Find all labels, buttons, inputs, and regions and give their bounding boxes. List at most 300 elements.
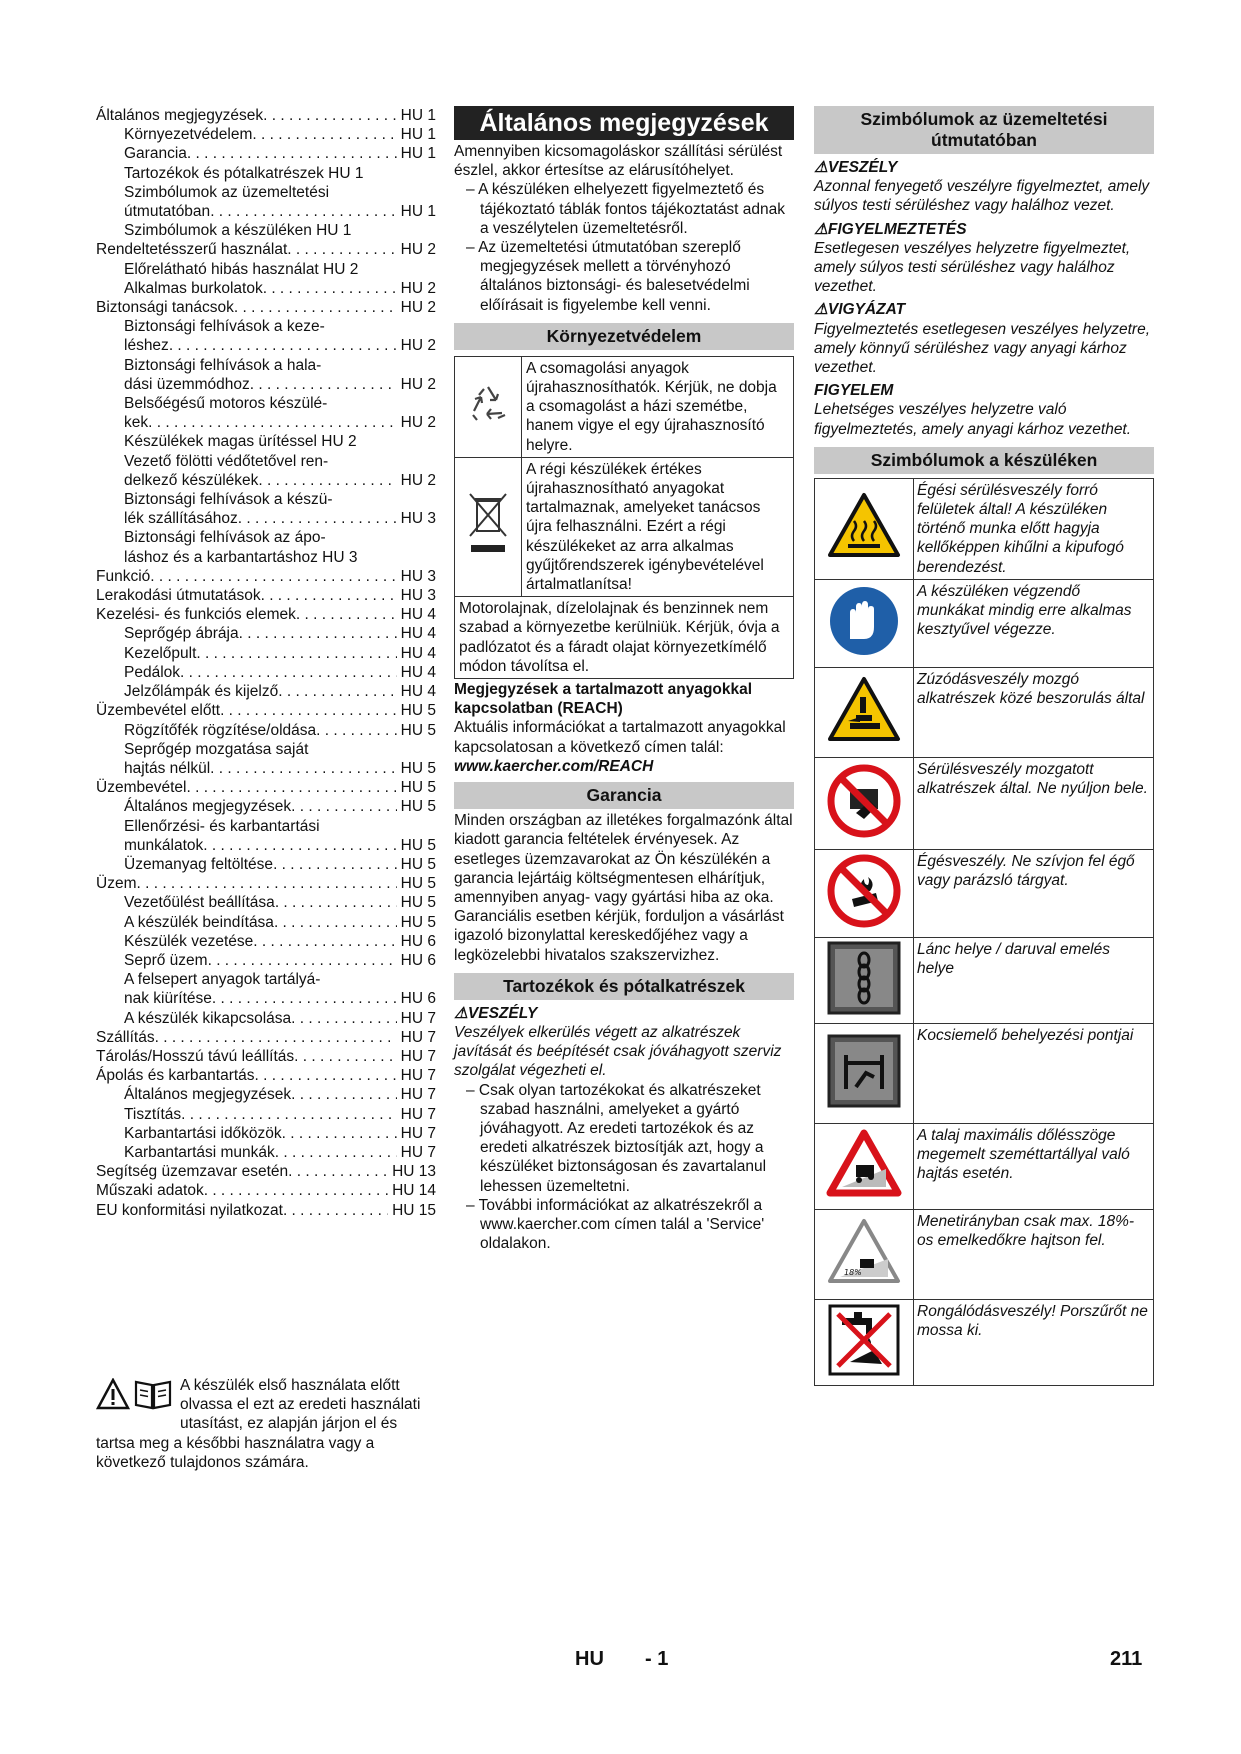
footer-page-number: 211 — [1110, 1648, 1143, 1670]
toc-entry[interactable] — [96, 874, 436, 893]
jack-point-icon — [815, 1023, 914, 1123]
toc-entry[interactable] — [96, 164, 436, 183]
toc-entry[interactable] — [96, 1066, 436, 1085]
toc-entry[interactable] — [96, 1162, 436, 1181]
toc-entry[interactable] — [96, 106, 436, 125]
toc-leader — [212, 989, 397, 1008]
toc-entry[interactable] — [96, 989, 436, 1008]
toc-entry-title: Seprőgép ábrája — [124, 625, 239, 643]
toc-entry-title: Belsőégésű motoros készülé- — [124, 395, 328, 413]
toc-entry-page — [432, 317, 436, 336]
toc-entry-title: Vezetőülést beállítása — [124, 894, 275, 912]
toc-entry[interactable] — [96, 336, 436, 355]
toc-entry-page: HU 7 — [400, 1047, 436, 1065]
toc-entry[interactable] — [96, 144, 436, 163]
reach-link[interactable]: www.kaercher.com/REACH — [454, 757, 654, 775]
crush-hazard-icon — [815, 667, 914, 757]
general-notes-item-1: – A készüléken elhelyezett figyelmeztető és tájékoztató táblák fontos tájékoztatást adnak a veszélytelen üzemeltetésről. — [466, 181, 786, 237]
toc-entry[interactable] — [96, 644, 436, 663]
toc-entry-title: Biztonsági felhívások a készü- — [124, 491, 333, 509]
toc-entry-page: HU 7 — [400, 1143, 436, 1161]
toc-entry[interactable] — [96, 279, 436, 298]
toc-leader — [294, 1047, 397, 1066]
toc-leader — [220, 701, 397, 720]
symbol-description: Menetirányban csak max. 18%-os emelkedőkre hajtson fel. — [914, 1209, 1154, 1299]
toc-entry-title: Pedálok — [124, 663, 181, 681]
toc-entry-page: HU 1 — [400, 203, 436, 221]
note-text: Lehetséges veszélyes helyzetre való figyelmeztetés, amely anyagi kárhoz vezethet. — [814, 401, 1132, 438]
toc-entry[interactable] — [96, 682, 436, 701]
toc-leader — [155, 1028, 397, 1047]
toc-entry-page: HU 13 — [392, 1163, 436, 1181]
toc-entry-title: útmutatóban — [124, 203, 211, 221]
warranty-heading: Garancia — [454, 782, 794, 809]
environment-heading: Környezetvédelem — [454, 323, 794, 350]
column-2 — [454, 106, 794, 1253]
toc-entry-title: Ápolás és karbantartás — [96, 1067, 255, 1085]
symbol-description: Égési sérülésveszély forró felületek által! A készüléken történő munka előtt hagyja kellőképpen kihűlni a kipufogó berendezést. — [914, 478, 1154, 579]
toc-entry-page — [432, 452, 436, 471]
toc-entry-page: HU 1 — [400, 126, 436, 144]
toc-entry-page: HU 1 — [400, 107, 436, 124]
chain-icon — [815, 937, 914, 1023]
toc-entry-title: Tárolás/Hosszú távú leállítás — [96, 1047, 295, 1065]
toc-entry-title: Biztonsági felhívások a hala- — [124, 356, 322, 374]
no-reach-icon — [815, 757, 914, 849]
toc-entry-title: Lerakodási útmutatások — [96, 587, 261, 605]
toc-entry-page — [432, 394, 436, 413]
toc-entry[interactable] — [96, 1105, 436, 1124]
toc-entry[interactable] — [96, 202, 436, 221]
toc-entry-page — [432, 164, 436, 183]
footer-language: HU — [575, 1648, 604, 1670]
toc-entry-page: HU 6 — [400, 951, 436, 969]
symbol-row — [815, 757, 1154, 849]
toc-leader — [288, 1162, 388, 1181]
danger-text: Azonnal fenyegető veszélyre figyelmeztet, amely súlyos testi sérüléshez vagy halálhoz vezet. — [814, 178, 1150, 215]
toc-leader — [282, 1124, 397, 1143]
warning-title: ⚠FIGYELMEZTETÉS — [814, 220, 967, 238]
toc-entry-page: HU 2 — [400, 241, 436, 259]
accessories-danger-title: ⚠VESZÉLY — [454, 1004, 538, 1022]
toc-leader — [326, 528, 432, 547]
symbol-description: Kocsiemelő behelyezési pontjai — [914, 1023, 1154, 1123]
toc-entry-title: Karbantartási munkák — [124, 1143, 275, 1161]
note-title: FIGYELEM — [814, 382, 894, 400]
toc-entry-title: láshoz és a karbantartáshoz HU 3 — [124, 548, 358, 566]
toc-leader — [321, 356, 432, 375]
toc-entry[interactable] — [96, 893, 436, 912]
toc-leader — [296, 605, 397, 624]
toc-entry-title: A készülék kikapcsolása — [124, 1009, 292, 1027]
toc-entry-page: HU 7 — [400, 1124, 436, 1142]
toc-entry-title: Biztonsági felhívások a keze- — [124, 318, 325, 336]
toc-leader — [275, 1143, 397, 1162]
toc-entry[interactable] — [96, 471, 436, 490]
recycling-text: A csomagolási anyagok újrahasznosíthatók. Kérjük, ne dobja a csomagolást a házi szemétbe, hanem vigye el egy újrahasznosító helyre. — [522, 356, 794, 457]
toc-entry-title: nak kiürítése — [124, 990, 212, 1008]
toc-entry[interactable] — [96, 1047, 436, 1066]
reach-text: Aktuális információkat a tartalmazott anyagokkal kapcsolatosan a következő címen talál: — [454, 719, 786, 756]
recycling-icon — [455, 356, 522, 457]
no-burning-objects-icon — [815, 849, 914, 937]
toc-leader — [255, 1066, 397, 1085]
toc-entry-title: Tartozékok és pótalkatrészek HU 1 — [124, 164, 364, 182]
general-notes-item-2: – Az üzemeltetési útmutatóban szereplő megjegyzések mellett a törvényhozó általános biztonsági- és balesetvédelmi előírásait is figyelembe kell venni. — [466, 239, 750, 314]
toc-leader — [274, 913, 397, 932]
accessories-item-1: – Csak olyan tartozékokat és alkatrészeket szabad használni, amelyeket a gyártó jóváhagyott. Az eredeti tartozékok és az eredeti alkatrészek biztosítják azt, hogy a készüléket biztonságosan és zavartalanul lehessen üzemeltetni. — [466, 1081, 767, 1195]
toc-entry-page: HU 2 — [400, 471, 436, 489]
symbol-description: Sérülésveszély mozgatott alkatrészek által. Ne nyúljon bele. — [914, 757, 1154, 849]
accessories-item-2: – További információkat az alkatrészekről a www.kaercher.com címen talál a 'Service' oldalakon. — [466, 1196, 765, 1253]
toc-entry-title: lék szállításához — [124, 510, 238, 528]
toc-entry-page: HU 3 — [400, 587, 436, 605]
toc-entry-title: A felsepert anyagok tartályá- — [124, 971, 321, 989]
symbol-row — [815, 1123, 1154, 1209]
toc-entry-title: delkező készülékek — [124, 471, 259, 489]
toc-entry-page: HU 3 — [400, 567, 436, 585]
toc-leader — [234, 298, 397, 317]
toc-entry-page: HU 14 — [392, 1182, 436, 1200]
toc-leader — [364, 164, 433, 183]
toc-entry[interactable] — [96, 317, 436, 336]
toc-entry-page: HU 4 — [400, 625, 436, 643]
accessories-heading: Tartozékok és pótalkatrészek — [454, 973, 794, 1000]
toc-entry-title: Készülék vezetése — [124, 932, 254, 950]
toc-entry-page — [432, 260, 436, 279]
toc-entry-title: dási üzemmódhoz — [124, 375, 250, 393]
toc-leader — [320, 970, 432, 989]
toc-leader — [263, 279, 397, 298]
toc-entry-page — [432, 183, 436, 202]
toc-entry-title: Vezető fölötti védőtetővel ren- — [124, 452, 329, 470]
toc-leader — [196, 644, 396, 663]
symbol-row — [815, 1023, 1154, 1123]
toc-entry[interactable] — [96, 1201, 436, 1220]
toc-leader — [203, 836, 396, 855]
toc-leader — [261, 586, 397, 605]
toc-entry-title: EU konformitási nyilatkozat — [96, 1201, 283, 1219]
symbol-row — [815, 1209, 1154, 1299]
toc-entry[interactable] — [96, 1009, 436, 1028]
toc-leader — [210, 759, 397, 778]
toc-entry[interactable] — [96, 452, 436, 471]
toc-leader — [358, 260, 432, 279]
toc-entry-title: munkálatok — [124, 836, 204, 854]
toc-entry-page: HU 7 — [400, 1105, 436, 1123]
manual-symbols-heading: Szimbólumok az üzemeltetési útmutatóban — [814, 106, 1154, 154]
toc-entry[interactable] — [96, 1143, 436, 1162]
toc-leader — [333, 490, 433, 509]
toc-entry-page: HU 6 — [400, 990, 436, 1008]
toc-leader — [150, 567, 396, 586]
toc-entry-title: Segítség üzemzavar esetén — [96, 1163, 289, 1181]
toc-entry-title: Üzem — [96, 875, 137, 893]
symbol-row — [815, 478, 1154, 579]
device-symbols-heading: Szimbólumok a készüléken — [814, 447, 1154, 474]
max-slope-icon — [815, 1123, 914, 1209]
toc-entry[interactable] — [96, 1124, 436, 1143]
toc-leader — [308, 740, 432, 759]
slope-18-icon — [815, 1209, 914, 1299]
toc-entry-page: HU 5 — [400, 855, 436, 873]
toc-entry[interactable] — [96, 605, 436, 624]
warning-text: Esetlegesen veszélyes helyzetre figyelmeztet, amely súlyos testi sérüléshez vagy halálhoz vezethet. — [814, 239, 1131, 296]
toc-entry-title: Környezetvédelem — [124, 126, 253, 144]
toc-entry[interactable] — [96, 855, 436, 874]
toc-entry[interactable] — [96, 932, 436, 951]
toc-leader — [204, 1181, 388, 1200]
toc-entry-page — [432, 817, 436, 836]
toc-leader — [238, 509, 397, 528]
toc-entry-page: HU 4 — [400, 683, 436, 701]
toc-entry[interactable] — [96, 567, 436, 586]
toc-leader — [210, 202, 396, 221]
toc-leader — [263, 106, 397, 125]
toc-entry-page — [432, 432, 436, 451]
toc-entry-page: HU 4 — [400, 606, 436, 624]
toc-entry[interactable] — [96, 586, 436, 605]
toc-leader — [169, 336, 397, 355]
toc-entry[interactable] — [96, 413, 436, 432]
toc-leader — [291, 1085, 397, 1104]
toc-entry-page: HU 2 — [400, 337, 436, 355]
toc-entry[interactable] — [96, 432, 436, 451]
toc-entry-title: Üzemanyag feltöltése — [124, 855, 274, 873]
toc-entry-page: HU 5 — [400, 913, 436, 931]
toc-entry[interactable] — [96, 356, 436, 375]
toc-entry-title: Előrelátható hibás használat HU 2 — [124, 260, 359, 278]
toc-entry[interactable] — [96, 797, 436, 816]
toc-entry-page: HU 4 — [400, 644, 436, 662]
intro-note — [96, 1376, 436, 1472]
intro-note-text: A készülék első használata előtt olvassa el ezt az eredeti használati utasítást, ez alapján járjon el és tartsa meg a későbbi használatra vagy a következő tulajdonos számára. — [96, 1377, 421, 1471]
toc-entry-title: Ellenőrzési- és karbantartási — [124, 817, 320, 835]
symbol-description: Égésveszély. Ne szívjon fel égő vagy parázsló tárgyat. — [914, 849, 1154, 937]
toc-entry[interactable] — [96, 394, 436, 413]
symbol-row — [815, 1299, 1154, 1385]
old-devices-text: A régi készülékek értékes újrahasznosítható anyagokat tartalmaznak, amelyeket tanácsos újra felhasználni. Ezért a régi készülékeket az arra alkalmas gyűjtőrendszerek igénybevételével ártalmatlanítsa! — [522, 457, 794, 596]
toc-leader — [252, 125, 396, 144]
toc-entry-page: HU 3 — [400, 510, 436, 528]
toc-leader — [320, 817, 432, 836]
toc-entry[interactable] — [96, 548, 436, 567]
toc-entry-title: Alkalmas burkolatok — [124, 279, 263, 297]
symbol-description: A készüléken végzendő munkákat mindig erre alkalmas kesztyűvel végezze. — [914, 579, 1154, 667]
toc-leader — [186, 778, 396, 797]
general-notes-heading: Általános megjegyzések — [454, 106, 794, 140]
warranty-text: Minden országban az illetékes forgalmazónk által kiadott garancia feltételek érvényesek. Az esetleges üzemzavarokat az Ön készülékén a garancia lejártáig költségmentesen elhárítjuk, amennyiben anyag- vagy gyártási hiba az oka. Garanciális esetben kérjük, forduljon a vásárlást igazoló bizonylattal kereskedőjéhez vagy a legközelebbi hivatalos szakszervizhez. — [454, 812, 793, 964]
toc-entry-title: Műszaki adatok — [96, 1182, 204, 1200]
toc-leader — [250, 375, 397, 394]
toc-entry[interactable] — [96, 125, 436, 144]
toc-entry-page — [432, 221, 436, 240]
toc-entry[interactable] — [96, 701, 436, 720]
accessories-danger-text: Veszélyek elkerülés végett az alkatrészek javítását és beépítését csak jóváhagyott szerviz szolgálat végezheti el. — [454, 1023, 782, 1080]
danger-title: ⚠VESZÉLY — [814, 159, 898, 176]
environment-table — [454, 356, 794, 679]
oil-text: Motorolajnak, dízelolajnak és benzinnek nem szabad a környezetbe kerülniük. Kérjük, óvja a padlózatot és a fáradt olajat környezetkímélő módon távolítsa el. — [455, 597, 794, 679]
toc-entry[interactable] — [96, 183, 436, 202]
toc-entry[interactable] — [96, 298, 436, 317]
toc-leader — [316, 721, 397, 740]
gloves-icon — [815, 579, 914, 667]
toc-entry-title: Általános megjegyzések — [124, 1086, 292, 1104]
toc-entry-title: Biztonsági tanácsok — [96, 299, 234, 317]
toc-entry-page: HU 5 — [400, 779, 436, 797]
symbol-row — [815, 667, 1154, 757]
toc-entry-title: Üzembevétel előtt — [96, 702, 221, 720]
toc-entry-page: HU 5 — [400, 894, 436, 912]
toc-entry-title: A készülék beindítása — [124, 913, 274, 931]
toc-entry[interactable] — [96, 240, 436, 259]
toc-entry-title: Biztonsági felhívások az ápo- — [124, 529, 326, 547]
toc-leader — [181, 1105, 397, 1124]
toc-entry-page: HU 2 — [400, 299, 436, 317]
toc-entry-title: Kezelési- és funkciós elemek — [96, 606, 296, 624]
toc-entry-page: HU 2 — [400, 414, 436, 432]
weee-bin-icon — [455, 457, 522, 596]
toc-entry-page: HU 5 — [400, 721, 436, 739]
toc-entry[interactable] — [96, 624, 436, 643]
toc-entry-page: HU 5 — [400, 798, 436, 816]
reach-heading: Megjegyzések a tartalmazott anyagokkal kapcsolatban (REACH) — [454, 681, 753, 718]
toc-leader — [180, 663, 397, 682]
toc-entry-page: HU 7 — [400, 1009, 436, 1027]
toc-entry-page — [432, 490, 436, 509]
toc-entry-title: Jelzőlámpák és kijelző — [124, 683, 279, 701]
toc-entry-title: Rendeltetésszerű használat — [96, 241, 288, 259]
toc-leader — [187, 144, 397, 163]
symbol-description: A talaj maximális dőlésszöge megemelt szeméttartállyal való hajtás esetén. — [914, 1123, 1154, 1209]
toc-entry-title: Készülékek magas ürítéssel HU 2 — [124, 433, 357, 451]
warning-triangle-icon — [96, 1378, 130, 1410]
toc-entry[interactable] — [96, 740, 436, 759]
toc-entry[interactable] — [96, 759, 436, 778]
caution-text: Figyelmeztetés esetlegesen veszélyes helyzetre, amely könnyű sérüléshez vagy anyagi kárhoz vezethet. — [814, 320, 1150, 377]
toc-leader — [208, 951, 397, 970]
toc-entry-title: Karbantartási időközök — [124, 1124, 282, 1142]
toc-entry-title: Tisztítás — [124, 1105, 182, 1123]
toc-leader — [136, 874, 396, 893]
toc-entry-title: Általános megjegyzések — [96, 107, 264, 124]
hot-surface-icon — [815, 478, 914, 579]
toc-entry-title: hajtás nélkül — [124, 759, 211, 777]
toc-entry[interactable] — [96, 721, 436, 740]
toc-leader — [325, 317, 432, 336]
no-wash-icon — [815, 1299, 914, 1385]
toc-entry[interactable] — [96, 375, 436, 394]
toc-entry[interactable] — [96, 778, 436, 797]
footer-section-page: - 1 — [645, 1648, 669, 1670]
toc-entry-title: Általános megjegyzések — [124, 798, 292, 816]
toc-entry[interactable] — [96, 1085, 436, 1104]
toc-entry-title: Seprő üzem — [124, 951, 208, 969]
toc-entry-page: HU 4 — [400, 663, 436, 681]
toc-entry-page: HU 2 — [400, 279, 436, 297]
toc-entry-title: Funkció — [96, 567, 151, 585]
toc-leader — [283, 1201, 388, 1220]
toc-entry[interactable] — [96, 951, 436, 970]
symbol-row — [815, 937, 1154, 1023]
toc-leader — [351, 221, 432, 240]
toc-entry-page: HU 5 — [400, 875, 436, 893]
toc-entry-title: Kezelőpult — [124, 644, 197, 662]
symbol-row — [815, 849, 1154, 937]
toc-leader — [253, 932, 396, 951]
toc-entry-page — [432, 548, 436, 567]
toc-leader — [239, 624, 397, 643]
toc-entry-page: HU 7 — [400, 1086, 436, 1104]
symbol-description: Rongálódásveszély! Porszűrőt ne mossa ki. — [914, 1299, 1154, 1385]
toc-entry[interactable] — [96, 1181, 436, 1200]
toc-entry-title: Garancia — [124, 145, 187, 163]
toc-leader — [329, 183, 432, 202]
toc-entry-page: HU 1 — [400, 145, 436, 163]
toc-entry-title: Üzembevétel — [96, 779, 187, 797]
toc-leader — [291, 797, 397, 816]
toc-entry-page: HU 7 — [400, 1028, 436, 1046]
toc-entry[interactable] — [96, 490, 436, 509]
toc-entry[interactable] — [96, 970, 436, 989]
toc-entry-page: HU 15 — [392, 1201, 436, 1219]
toc-leader — [148, 413, 397, 432]
toc-entry-title: Szimbólumok a készüléken HU 1 — [124, 222, 352, 240]
toc-leader — [275, 893, 397, 912]
toc-leader — [273, 855, 397, 874]
warning-manual-icons — [96, 1378, 174, 1418]
toc-leader — [357, 548, 432, 567]
toc-entry-page — [432, 740, 436, 759]
toc-entry-page: HU 6 — [400, 932, 436, 950]
toc-entry[interactable] — [96, 528, 436, 547]
toc-entry-page: HU 5 — [400, 702, 436, 720]
toc-entry-page: HU 2 — [400, 375, 436, 393]
symbol-row — [815, 579, 1154, 667]
toc-entry-page — [432, 970, 436, 989]
toc-entry[interactable] — [96, 836, 436, 855]
device-symbols-table — [814, 478, 1154, 1386]
toc-leader — [357, 432, 432, 451]
toc-entry-title: Szállítás — [96, 1028, 155, 1046]
symbol-description: Lánc helye / daruval emelés helye — [914, 937, 1154, 1023]
toc-entry-page — [432, 356, 436, 375]
table-of-contents — [96, 106, 436, 1220]
toc-leader — [258, 471, 396, 490]
toc-entry-page: HU 5 — [400, 759, 436, 777]
toc-entry-page: HU 5 — [400, 836, 436, 854]
toc-entry[interactable] — [96, 221, 436, 240]
toc-leader — [287, 240, 396, 259]
toc-entry[interactable] — [96, 817, 436, 836]
toc-entry[interactable] — [96, 1028, 436, 1047]
toc-leader — [278, 682, 396, 701]
toc-leader — [328, 452, 432, 471]
symbol-description: Zúzódásveszély mozgó alkatrészek közé beszorulás által — [914, 667, 1154, 757]
toc-entry-title: Rögzítőfék rögzítése/oldása — [124, 721, 317, 739]
toc-entry[interactable] — [96, 663, 436, 682]
column-3 — [814, 106, 1154, 1386]
toc-entry[interactable] — [96, 260, 436, 279]
toc-entry-title: léshez — [124, 337, 169, 355]
toc-entry[interactable] — [96, 509, 436, 528]
manual-book-icon — [134, 1378, 172, 1410]
toc-entry[interactable] — [96, 913, 436, 932]
toc-entry-page — [432, 528, 436, 547]
toc-leader — [327, 394, 432, 413]
toc-entry-page: HU 7 — [400, 1067, 436, 1085]
toc-entry-title: Seprőgép mozgatása saját — [124, 740, 309, 758]
